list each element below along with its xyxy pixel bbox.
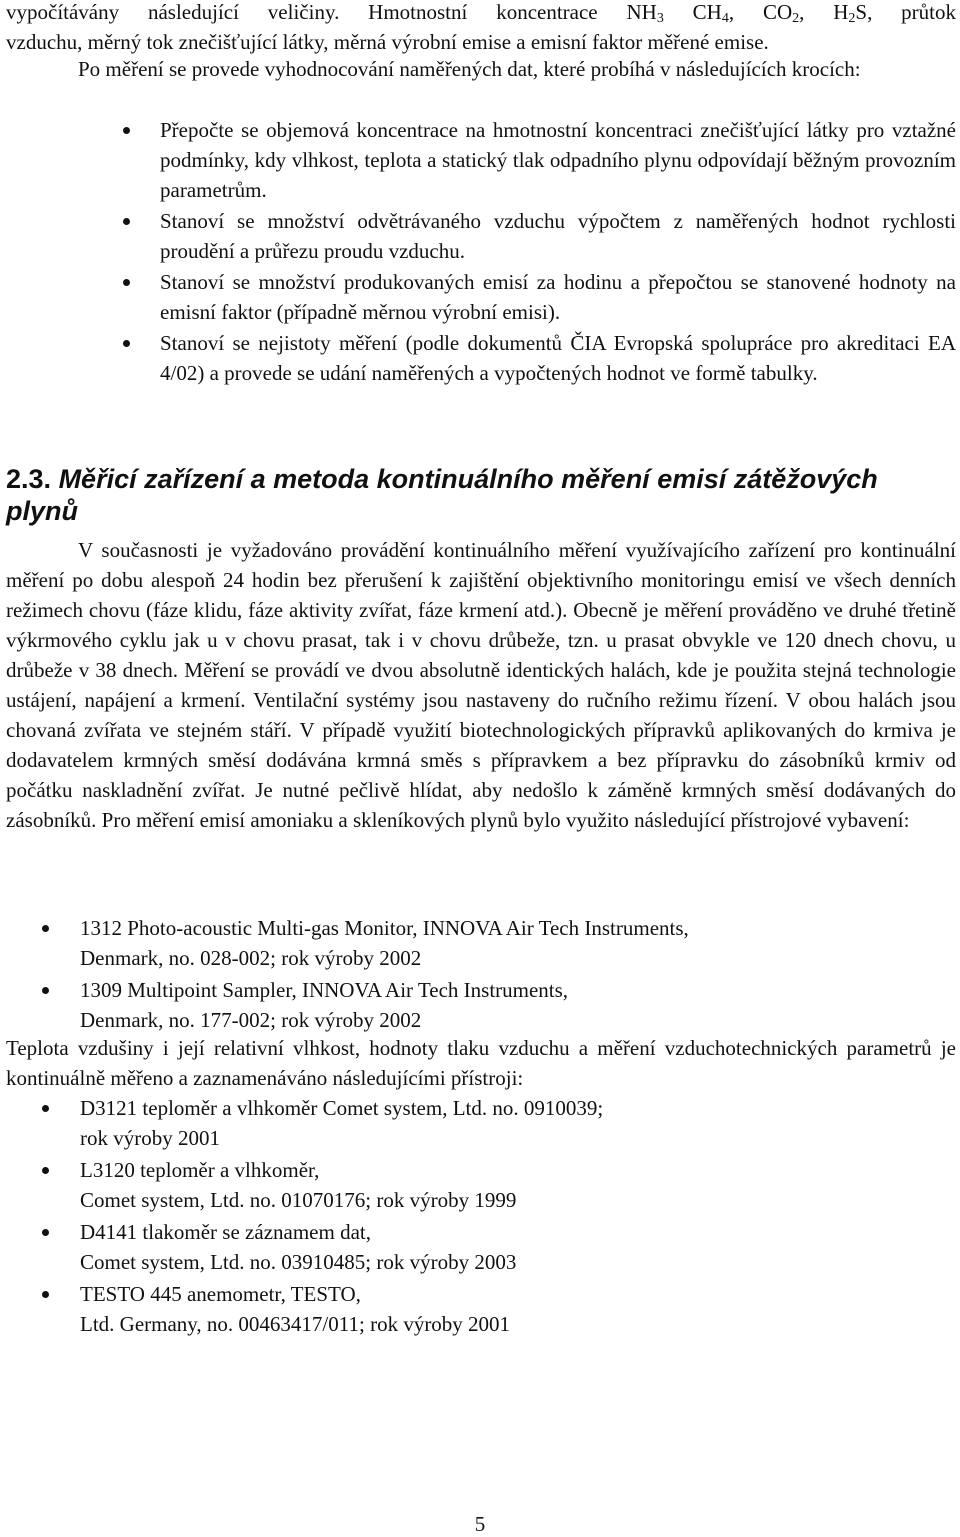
intro-paragraph: [6, 0, 956, 57]
section-heading: [6, 463, 956, 527]
intro-line1-c: , CO: [728, 0, 793, 24]
bullet-icon: [42, 1291, 49, 1298]
sub-ch4: 4: [721, 11, 729, 26]
intro-line1-e: S, průtok: [855, 0, 956, 24]
sub-h2s: 2: [848, 11, 856, 26]
intro-line2: vzduchu, měrný tok znečišťující látky, měrná výrobní emise a emisní faktor měřené emise.: [6, 30, 769, 54]
intro-line1-b: CH: [663, 0, 722, 24]
section-title: Měřicí zařízení a metoda kontinuálního měření emisí zátěžových plynů: [6, 464, 878, 526]
bullet-icon: [123, 218, 130, 225]
list-item: TESTO 445 anemometr, TESTO, Ltd. Germany, no. 00463417/011; rok výroby 2001: [80, 1279, 956, 1339]
page-number: 5: [474, 1512, 486, 1536]
equipment-list: [80, 913, 956, 1037]
list-item: 1309 Multipoint Sampler, INNOVA Air Tech Instruments, Denmark, no. 177-002; rok výroby 2002: [80, 975, 956, 1035]
evaluation-steps-list: [160, 115, 956, 389]
section-number: 2.3.: [6, 464, 52, 494]
list-item: Stanoví se množství produkovaných emisí za hodinu a přepočtou se stanovené hodnoty na emisní faktor (případně měrnou výrobní emisi).: [160, 267, 956, 327]
list-item: 1312 Photo-acoustic Multi-gas Monitor, INNOVA Air Tech Instruments, Denmark, no. 028-002; rok výroby 2002: [80, 913, 956, 973]
sub-nh3: 3: [656, 11, 664, 26]
bullet-icon: [42, 925, 49, 932]
bullet-icon: [42, 1167, 49, 1174]
list-item: Přepočte se objemová koncentrace na hmotnostní koncentraci znečišťující látky pro vztažné podmínky, kdy vlhkost, teplota a statický tlak odpadního plynu odpovídají běžným provozním parametrům.: [160, 115, 956, 205]
bullet-icon: [42, 1229, 49, 1236]
intro-line1-d: , H: [799, 0, 849, 24]
bullet-icon: [42, 987, 49, 994]
evaluation-paragraph: Po měření se provede vyhodnocování naměřených dat, které probíhá v následujících krocích:: [78, 57, 861, 81]
sub-co2: 2: [792, 11, 800, 26]
intro-line1-a: vypočítávány následující veličiny. Hmotnostní koncentrace NH: [6, 0, 657, 24]
instruments-paragraph: Teplota vzdušiny i její relativní vlhkost, hodnoty tlaku vzduchu a měření vzduchotechnických parametrů je kontinuálně měřeno a zaznamenáváno následujícími přístroji:: [6, 1036, 956, 1090]
list-item: L3120 teploměr a vlhkoměr, Comet system, Ltd. no. 01070176; rok výroby 1999: [80, 1155, 956, 1215]
body-paragraph: V současnosti je vyžadováno provádění kontinuálního měření využívajícího zařízení pro kontinuální měření po dobu alespoň 24 hodin bez přerušení k zajištění objektivního monitoringu emisí ve všech denních režimech chovu (fáze klidu, fáze aktivity zvířat, fáze krmení atd.). Obecně je měření prováděno ve druhé třetině výkrmového cyklu jak u v chovu prasat, tak i v chovu drůbeže, tzn. u prasat obvykle ve 120 dnech chovu, u drůbeže v 38 dnech. Měření se provádí ve dvou absolutně identických halách, kde je použita stejná technologie ustájení, napájení a krmení. Ventilační systémy jsou nastaveny do ručního režimu řízení. V obou halách jsou chovaná zvířata ve stejném stáří. V případě využití biotechnologických přípravků aplikovaných do krmiva je dodavatelem krmných směsí dodávána krmná směs s přípravkem a bez přípravku do zásobníků krmiv od počátku naskladnění zvířat. Je nutné pečlivě hlídat, aby nedošlo k záměně krmných směsí dodávaných do zásobníků. Pro měření emisí amoniaku a skleníkových plynů bylo využito následující přístrojové vybavení:: [6, 538, 956, 832]
bullet-icon: [42, 1105, 49, 1112]
bullet-icon: [123, 127, 130, 134]
list-item: Stanoví se nejistoty měření (podle dokumentů ČIA Evropská spolupráce pro akreditaci EA 4/02) a provede se udání naměřených a vypočtených hodnot ve formě tabulky.: [160, 328, 956, 388]
bullet-icon: [123, 279, 130, 286]
list-item: D4141 tlakoměr se záznamem dat, Comet system, Ltd. no. 03910485; rok výroby 2003: [80, 1217, 956, 1277]
list-item: Stanoví se množství odvětrávaného vzduchu výpočtem z naměřených hodnot rychlosti proudění a průřezu proudu vzduchu.: [160, 206, 956, 266]
bullet-icon: [123, 340, 130, 347]
list-item: D3121 teploměr a vlhkoměr Comet system, Ltd. no. 0910039; rok výroby 2001: [80, 1093, 956, 1153]
instruments-list: [80, 1093, 956, 1341]
